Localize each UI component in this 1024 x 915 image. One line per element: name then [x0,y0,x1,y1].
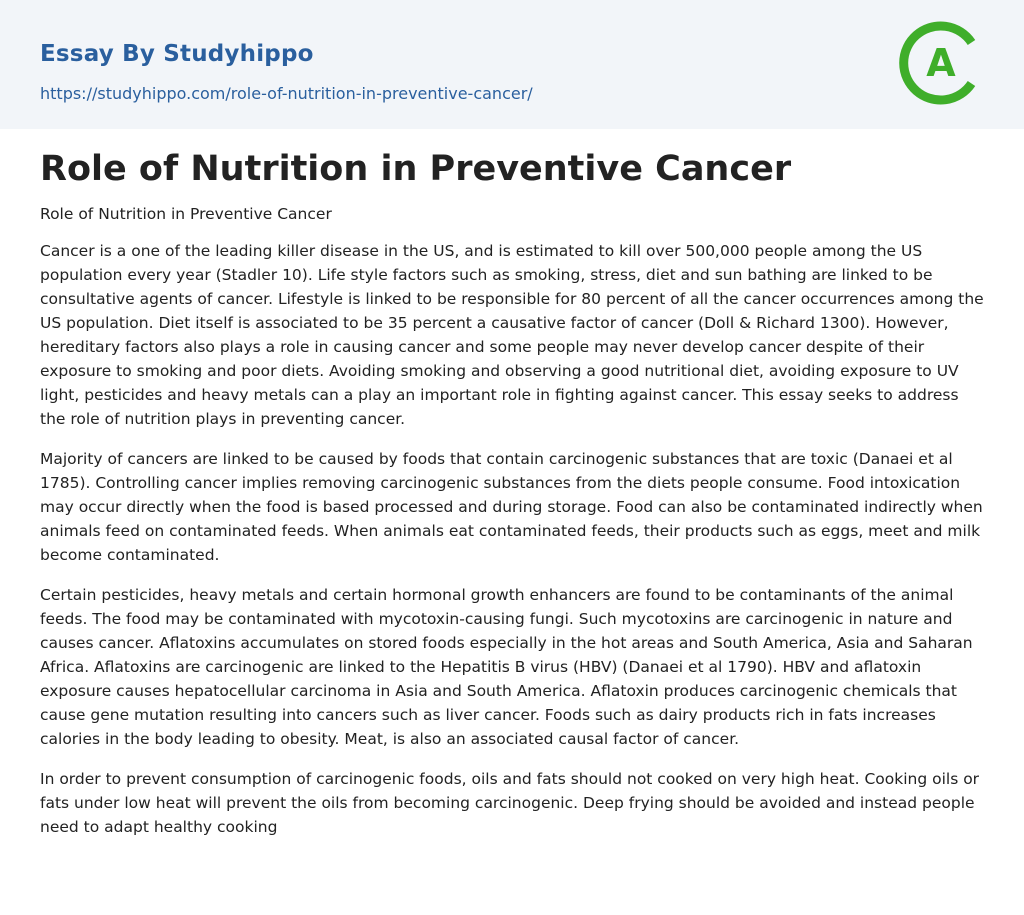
paragraph-1: Cancer is a one of the leading killer disease in the US, and is estimated to kill over 500,000 people among the US population every year (Stadler 10). Life style factors such as smoking, stress, diet and sun bathing are linked to be consultative agents of cancer. Lifestyle is linked to be responsible for 80 percent of all the cancer occurrences among the US population. Diet itself is associated to be 35 percent a causative factor of cancer (Doll & Richard 1300). However, hereditary factors also plays a role in causing cancer and some people may never develop cancer despite of their exposure to smoking and poor diets. Avoiding smoking and observing a good nutritional diet, avoiding exposure to UV light, pesticides and heavy metals can a play an important role in fighting against cancer. This essay seeks to address the role of nutrition plays in preventing cancer. [40,242,984,428]
site-header [0,0,1024,129]
studyhippo-logo-icon[interactable] [898,20,984,106]
paragraph-3: Certain pesticides, heavy metals and certain hormonal growth enhancers are found to be contaminants of the animal feeds. The food may be contaminated with mycotoxin-causing fungi. Such mycotoxins are carcinogenic in nature and causes cancer. Aflatoxins accumulates on stored foods especially in the hot areas and South America, Asia and Saharan Africa. Aflatoxins are carcinogenic are linked to the Hepatitis B virus (HBV) (Danaei et al 1790). HBV and aflatoxin exposure causes hepatocellular carcinoma in Asia and South America. Aflatoxin produces carcinogenic chemicals that cause gene mutation resulting into cancers such as liver cancer. Foods such as dairy products rich in fats increases calories in the body leading to obesity. Meat, is also an associated causal factor of cancer. [40,586,973,748]
paragraph-4: In order to prevent consumption of carcinogenic foods, oils and fats should not cooked on very high heat. Cooking oils or fats under low heat will prevent the oils from becoming carcinogenic. Deep frying should be avoided and instead people need to adapt healthy cooking [40,770,980,836]
page-title: Role of Nutrition in Preventive Cancer [40,149,792,189]
paragraph-2: Majority of cancers are linked to be caused by foods that contain carcinogenic substances that are toxic (Danaei et al 1785). Controlling cancer implies removing carcinogenic substances from the diets people consume. Food intoxication may occur directly when the food is based processed and during storage. Food can also be contaminated indirectly when animals feed on contaminated feeds. When animals eat contaminated feeds, their products such as eggs, meet and milk become contaminated. [40,450,983,564]
article [0,129,1024,839]
logo-letter: A [926,41,956,85]
article-url-link[interactable]: https://studyhippo.com/role-of-nutrition-in-preventive-cancer/ [40,84,533,103]
article-subtitle: Role of Nutrition in Preventive Cancer [40,205,332,223]
site-brand[interactable]: Essay By Studyhippo [40,41,314,67]
